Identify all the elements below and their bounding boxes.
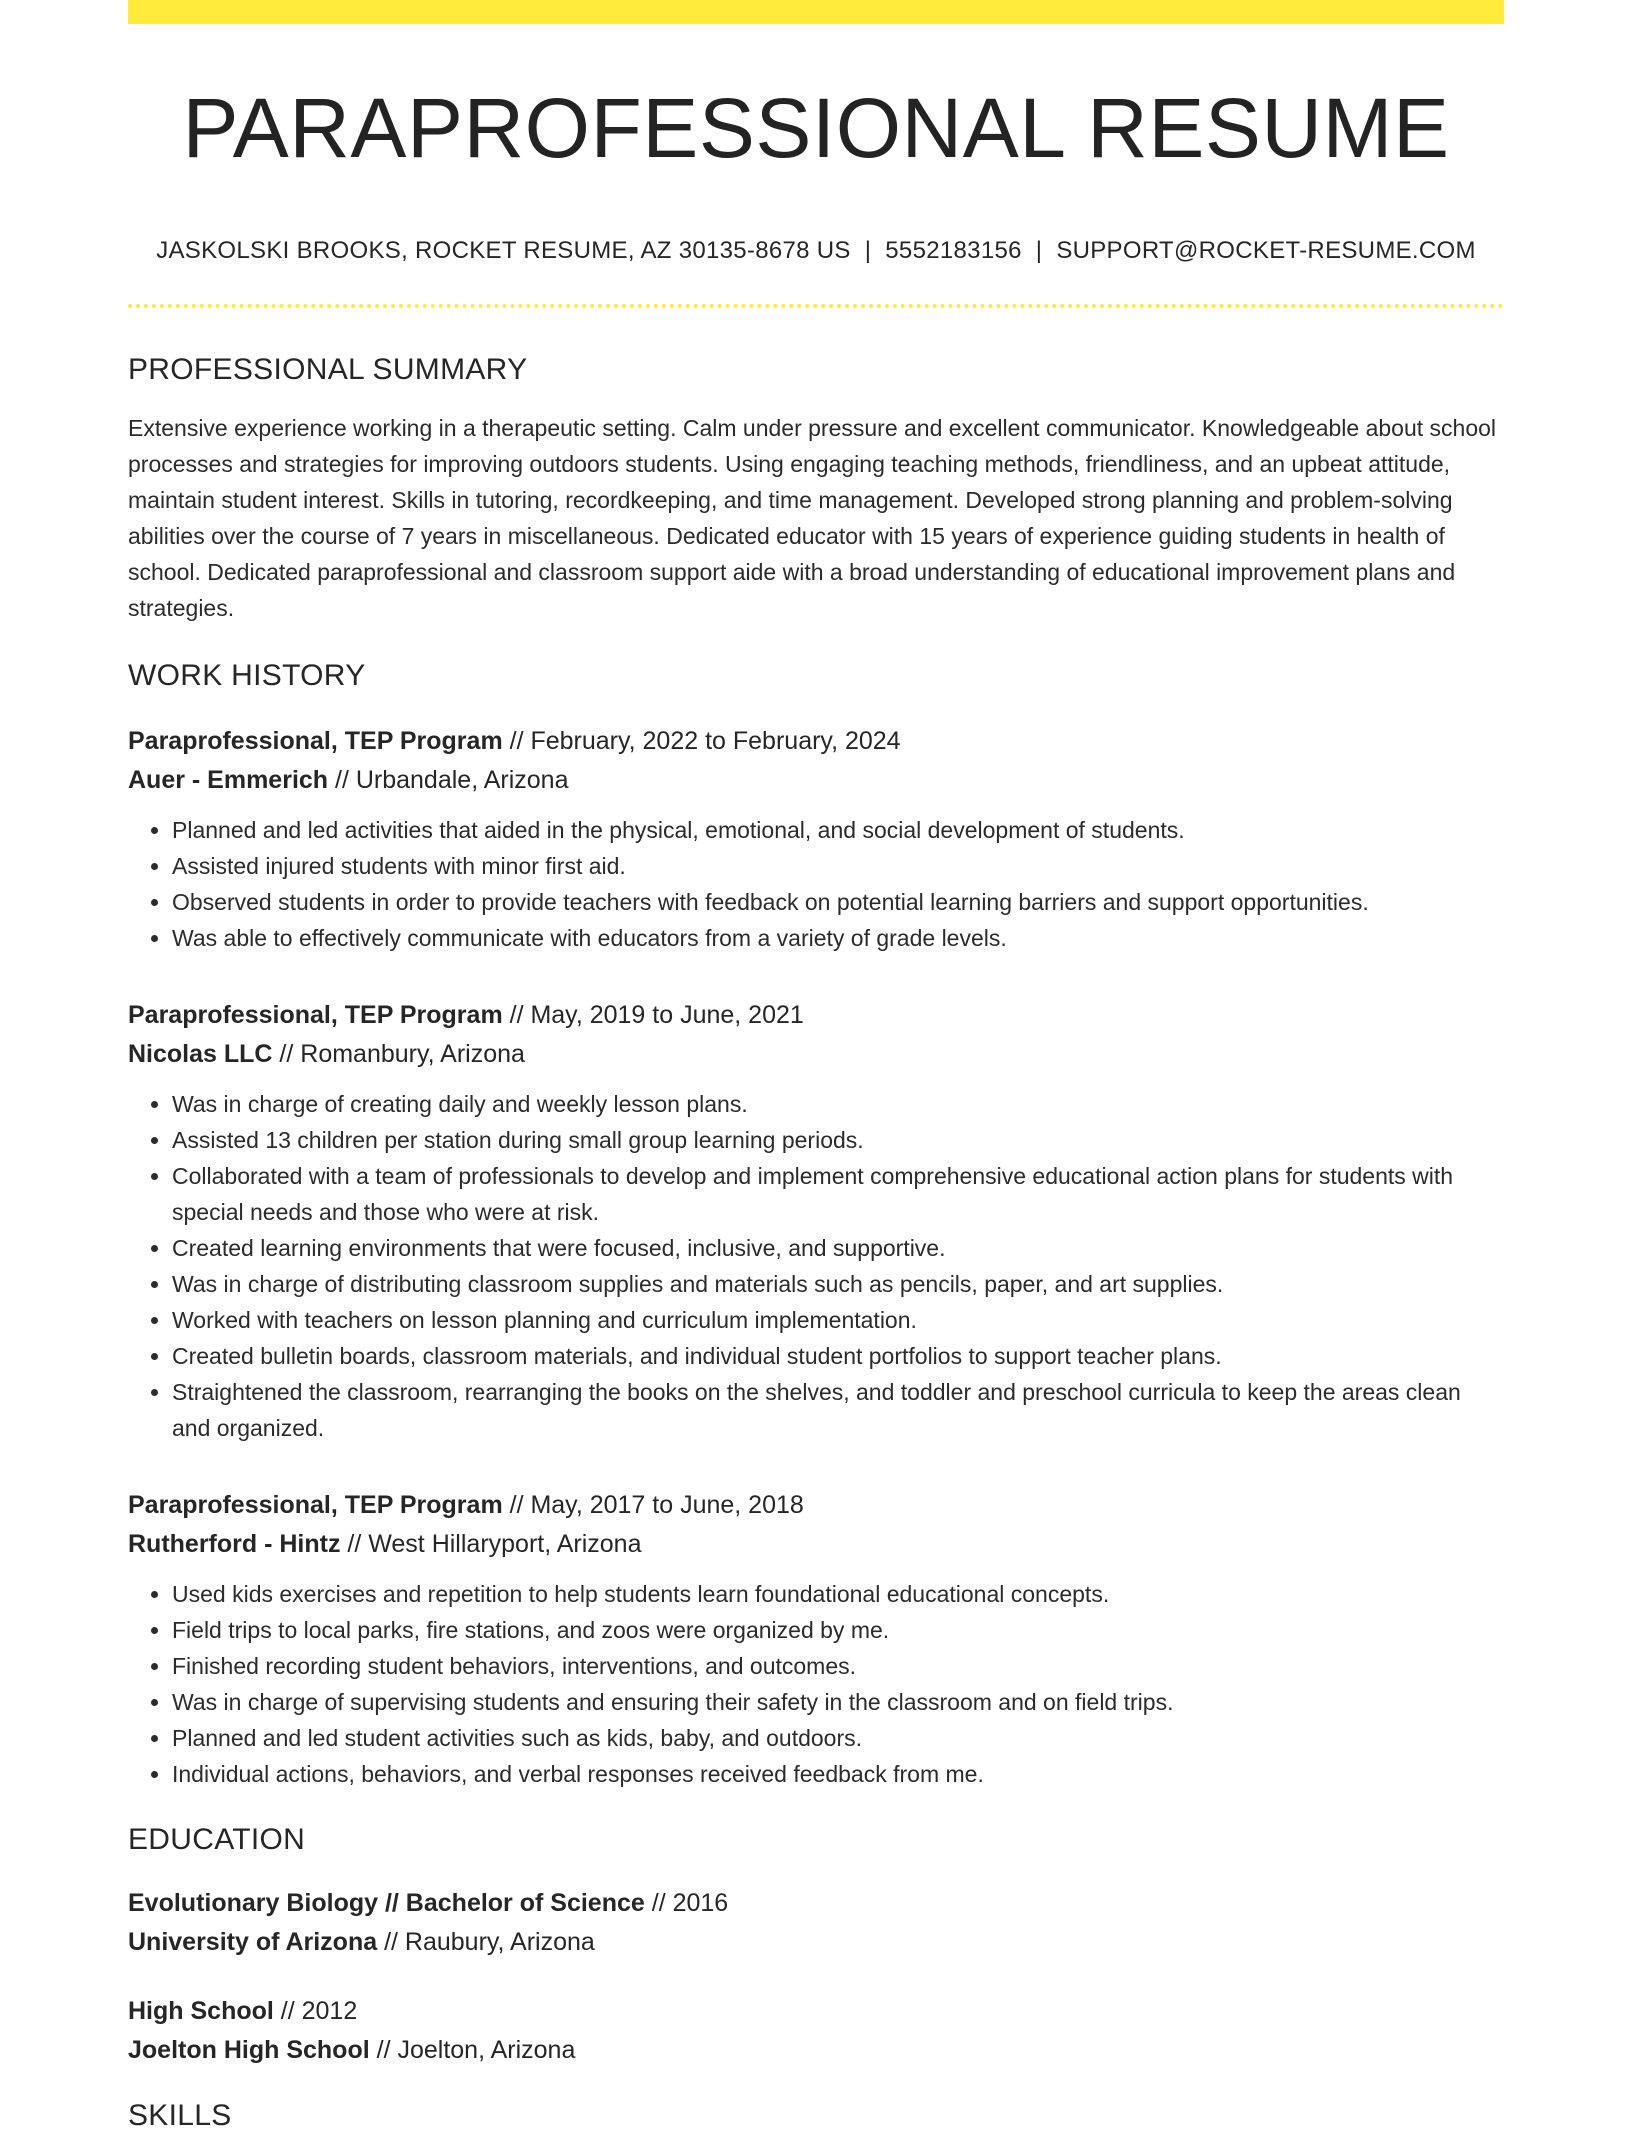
- contact-email: SUPPORT@ROCKET-RESUME.COM: [1056, 236, 1476, 264]
- job-bullet: • Straightened the classroom, rearranging the books on the shelves, and toddler and preschool curricula to keep the areas clean and organized.: [172, 1374, 1504, 1446]
- job-location: // Romanbury, Arizona: [272, 1039, 525, 1068]
- education-location: // Raubury, Arizona: [377, 1927, 595, 1956]
- job-title: Paraprofessional, TEP Program: [128, 1000, 503, 1029]
- job-bullet: • Was in charge of supervising students and ensuring their safety in the classroom and on field trips.: [172, 1684, 1504, 1720]
- resume-title: PARAPROFESSIONAL RESUME: [182, 81, 1450, 175]
- education-school-line: [128, 2031, 1504, 2070]
- education-degree: High School: [128, 1996, 274, 2025]
- job-bullet: • Created bulletin boards, classroom materials, and individual student portfolios to support teacher plans.: [172, 1338, 1504, 1374]
- job-bullet: • Used kids exercises and repetition to help students learn foundational educational concepts.: [172, 1576, 1504, 1612]
- job-title: Paraprofessional, TEP Program: [128, 1490, 503, 1519]
- job-company: Rutherford - Hintz: [128, 1529, 341, 1558]
- job-bullet: • Was in charge of creating daily and weekly lesson plans.: [172, 1086, 1504, 1122]
- skills-heading: SKILLS: [128, 2098, 232, 2132]
- job-bullet: • Assisted injured students with minor first aid.: [172, 848, 1504, 884]
- job-company-line: [128, 1525, 1504, 1564]
- job-company: Nicolas LLC: [128, 1039, 273, 1068]
- education-heading: EDUCATION: [128, 1822, 306, 1856]
- dotted-divider: [128, 304, 1504, 308]
- job-title-line: [128, 1486, 1504, 1525]
- job-dates: // February, 2022 to February, 2024: [502, 726, 901, 755]
- education-school: Joelton High School: [128, 2035, 370, 2064]
- job-bullet: • Observed students in order to provide teachers with feedback on potential learning barriers and support opportunities.: [172, 884, 1504, 920]
- job-bullet: • Worked with teachers on lesson planning and curriculum implementation.: [172, 1302, 1504, 1338]
- education-year: // 2012: [273, 1996, 358, 2025]
- education-entry: [128, 1884, 1504, 1962]
- contact-address: JASKOLSKI BROOKS, ROCKET RESUME, AZ 30135-8678 US: [156, 236, 851, 264]
- education-school: University of Arizona: [128, 1927, 378, 1956]
- job-bullet: • Collaborated with a team of professionals to develop and implement comprehensive educational action plans for students with special needs and those who were at risk.: [172, 1158, 1504, 1230]
- job-bullet: • Created learning environments that were focused, inclusive, and supportive.: [172, 1230, 1504, 1266]
- contact-separator: |: [864, 236, 872, 264]
- education-entry: [128, 1992, 1504, 2070]
- summary-heading: PROFESSIONAL SUMMARY: [128, 352, 528, 386]
- education-degree: Evolutionary Biology // Bachelor of Science: [128, 1888, 645, 1917]
- resume-page: [128, 0, 1504, 2134]
- job-entry: [128, 996, 1504, 1446]
- job-dates: // May, 2019 to June, 2021: [502, 1000, 804, 1029]
- job-bullet: • Was in charge of distributing classroom supplies and materials such as pencils, paper, and art supplies.: [172, 1266, 1504, 1302]
- job-company-line: [128, 761, 1504, 800]
- job-entry: [128, 1486, 1504, 1792]
- education-year: // 2016: [644, 1888, 729, 1917]
- work-history-heading: WORK HISTORY: [128, 658, 366, 692]
- job-entry: [128, 722, 1504, 956]
- contact-phone: 5552183156: [885, 236, 1022, 264]
- education-school-line: [128, 1923, 1504, 1962]
- education-location: // Joelton, Arizona: [369, 2035, 576, 2064]
- job-location: // West Hillaryport, Arizona: [340, 1529, 642, 1558]
- job-bullet: • Finished recording student behaviors, interventions, and outcomes.: [172, 1648, 1504, 1684]
- job-bullet: • Was able to effectively communicate with educators from a variety of grade levels.: [172, 920, 1504, 956]
- job-company-line: [128, 1035, 1504, 1074]
- job-company: Auer - Emmerich: [128, 765, 329, 794]
- job-title: Paraprofessional, TEP Program: [128, 726, 503, 755]
- job-bullets: [128, 812, 1504, 956]
- job-bullet: • Planned and led activities that aided in the physical, emotional, and social development of students.: [172, 812, 1504, 848]
- job-bullet: • Assisted 13 children per station during small group learning periods.: [172, 1122, 1504, 1158]
- summary-text: Extensive experience working in a therapeutic setting. Calm under pressure and excellent communicator. Knowledgeable about school processes and strategies for improving outdoors students. Using engaging teaching methods, friendliness, and an upbeat attitude, maintain student interest. Skills in tutoring, recordkeeping, and time management. Developed strong planning and problem-solving abilities over the course of 7 years in miscellaneous. Dedicated educator with 15 years of experience guiding students in health of school. Dedicated paraprofessional and classroom support aide with a broad understanding of educational improvement plans and strategies.: [128, 414, 1497, 621]
- contact-line: [128, 235, 1504, 266]
- job-dates: // May, 2017 to June, 2018: [502, 1490, 804, 1519]
- job-title-line: [128, 996, 1504, 1035]
- contact-separator: |: [1035, 236, 1043, 264]
- education-degree-line: [128, 1992, 1504, 2031]
- job-bullets: [128, 1576, 1504, 1792]
- job-bullets: [128, 1086, 1504, 1446]
- top-accent-bar: [128, 0, 1504, 24]
- job-bullet: • Field trips to local parks, fire stations, and zoos were organized by me.: [172, 1612, 1504, 1648]
- job-title-line: [128, 722, 1504, 761]
- job-location: // Urbandale, Arizona: [328, 765, 569, 794]
- education-degree-line: [128, 1884, 1504, 1923]
- job-bullet: • Planned and led student activities such as kids, baby, and outdoors.: [172, 1720, 1504, 1756]
- job-bullet: • Individual actions, behaviors, and verbal responses received feedback from me.: [172, 1756, 1504, 1792]
